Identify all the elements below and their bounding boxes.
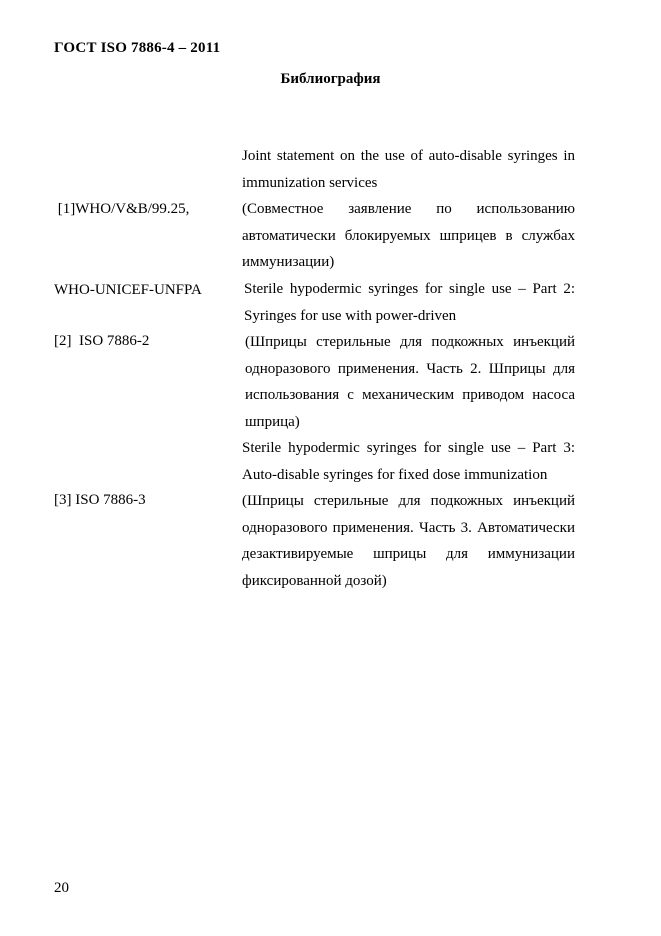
bibliography-title-ru-2: (Шприцы стерильные для подкожных инъекций одноразового применения. Часть 2. Шприцы для использования с механическим приводом насоса шприца) [245, 334, 575, 430]
bibliography-title-ru-1: (Совместное заявление по использованию автоматически блокируемых шприцев в службах иммунизации) [242, 201, 575, 270]
bibliography-title-en-1: Joint statement on the use of auto-disable syringes in immunization services [242, 148, 575, 191]
bibliography-ref-2-line1: [2] ISO 7886-2 [54, 333, 150, 349]
bibliography-ref-3 [54, 435, 146, 539]
bibliography-title-ru-3: (Шприцы стерильные для подкожных инъекций одноразового применения. Часть 3. Автоматически дезактивируемые шприцы для иммунизации фиксированной дозой) [242, 493, 575, 589]
bibliography-ref-3-line1: [3] ISO 7886-3 [54, 492, 146, 508]
page-number: 20 [54, 880, 69, 896]
document-header-code: ГОСТ ISO 7886-4 – 2011 [54, 40, 221, 56]
bibliography-ref-2 [54, 276, 149, 380]
bibliography-title-en-3: Sterile hypodermic syringes for single use – Part 3: Auto-disable syringes for fixed dose immunization [242, 440, 575, 483]
bibliography-desc-2 [242, 276, 575, 435]
bibliography-desc-1 [242, 143, 575, 276]
section-title [0, 71, 661, 88]
bibliography-title-en-2: Sterile hypodermic syringes for single use – Part 2: Syringes for use with power-driven [244, 281, 575, 324]
bibliography-ref-1-line2: WHO-UNICEF-UNFPA [54, 282, 202, 298]
section-title-text: Библиография [280, 71, 381, 87]
bibliography-desc-3 [242, 435, 575, 594]
bibliography-ref-1-line1: [1]WHO/V&B/99.25, [54, 201, 190, 217]
